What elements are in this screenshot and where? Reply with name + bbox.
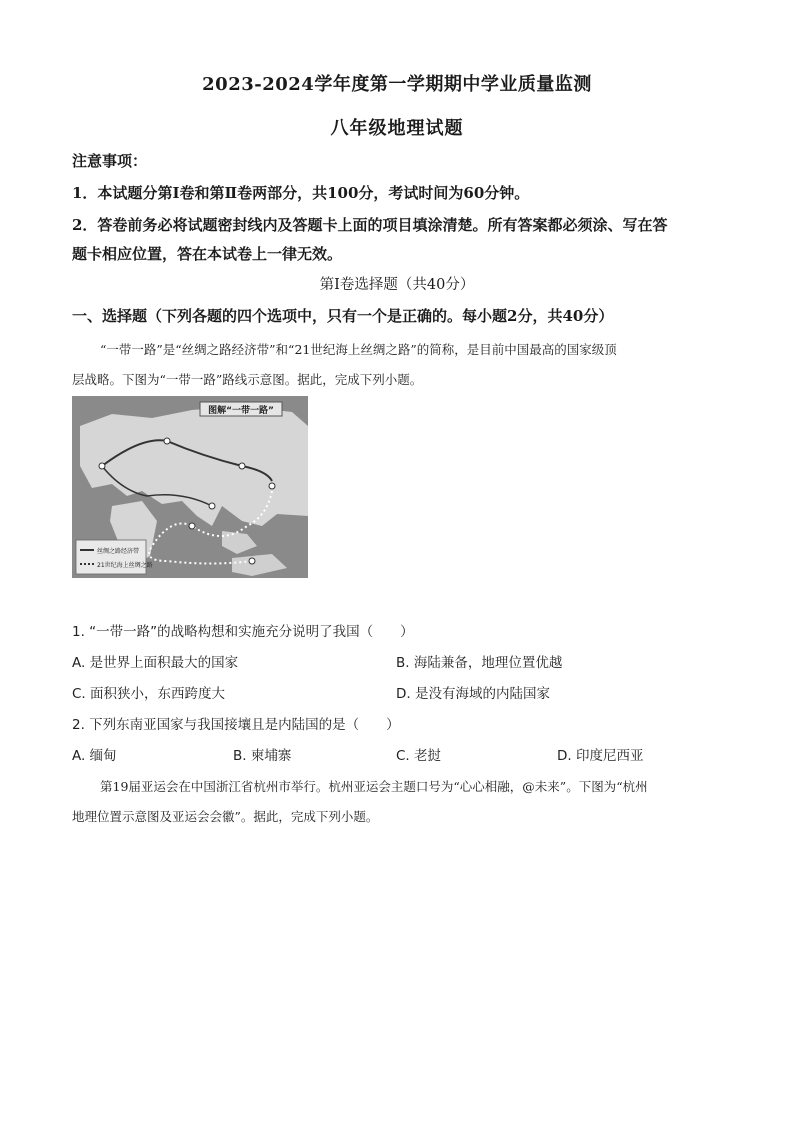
map-node	[209, 503, 215, 509]
exam-subtitle: 八年级地理试题	[330, 118, 464, 139]
notice-item-1: 1．本试题分第Ⅰ卷和第Ⅱ卷两部分，共100分，考试时间为60分钟。	[72, 184, 530, 202]
question-2-option-b: B. 柬埔寨	[233, 748, 292, 764]
question-2-option-d: D. 印度尼西亚	[557, 748, 644, 764]
question-1-option-c: C. 面积狭小，东西跨度大	[72, 686, 226, 702]
question-2-option-a: A. 缅甸	[72, 748, 117, 764]
notice-heading: 注意事项：	[72, 152, 148, 170]
section-title: 第Ⅰ卷选择题（共40分）	[319, 277, 475, 293]
question-1-stem: 1. “一带一路”的战略构想和实施充分说明了我国（ ）	[72, 624, 414, 640]
belt-road-map	[72, 396, 308, 578]
map-node	[249, 558, 255, 564]
map-title: 图解“一带一路”	[208, 406, 274, 416]
exam-title: 2023-2024学年度第一学期期中学业质量监测	[202, 74, 592, 95]
question-2-option-c: C. 老挝	[396, 748, 442, 764]
notice-item-2-line-1: 2．答卷前务必将试题密封线内及答题卡上面的项目填涂清楚。所有答案都必须涂、写在答	[72, 216, 668, 234]
map-figure	[72, 396, 308, 578]
question-2-stem: 2. 下列东南亚国家与我国接壤且是内陆国的是（ ）	[72, 717, 400, 733]
question-1-option-a: A. 是世界上面积最大的国家	[72, 655, 239, 671]
legend-road-label: 21世纪海上丝绸之路	[97, 562, 153, 569]
intro-1-line-2: 层战略。下图为“一带一路”路线示意图。据此，完成下列小题。	[72, 372, 423, 387]
intro-1-line-1: “一带一路”是“丝绸之路经济带”和“21世纪海上丝绸之路”的简称，是目前中国最高的国家级顶	[100, 342, 617, 357]
map-node	[269, 483, 275, 489]
intro-2-line-2: 地理位置示意图及亚运会会徽”。据此，完成下列小题。	[72, 809, 379, 824]
question-1-option-b: B. 海陆兼备，地理位置优越	[396, 655, 563, 671]
map-node	[189, 523, 195, 529]
part-title: 一、选择题（下列各题的四个选项中，只有一个是正确的。每小题2分，共40分）	[72, 307, 614, 325]
legend-belt-label: 丝绸之路经济带	[97, 548, 140, 555]
map-node	[99, 463, 105, 469]
map-node	[239, 463, 245, 469]
notice-item-2-line-2: 题卡相应位置，答在本试卷上一律无效。	[72, 245, 343, 263]
question-1-option-d: D. 是没有海域的内陆国家	[396, 686, 550, 702]
map-node	[164, 438, 170, 444]
intro-2-line-1: 第19届亚运会在中国浙江省杭州市举行。杭州亚运会主题口号为“心心相融，@未来”。下图为“杭州	[100, 779, 648, 794]
